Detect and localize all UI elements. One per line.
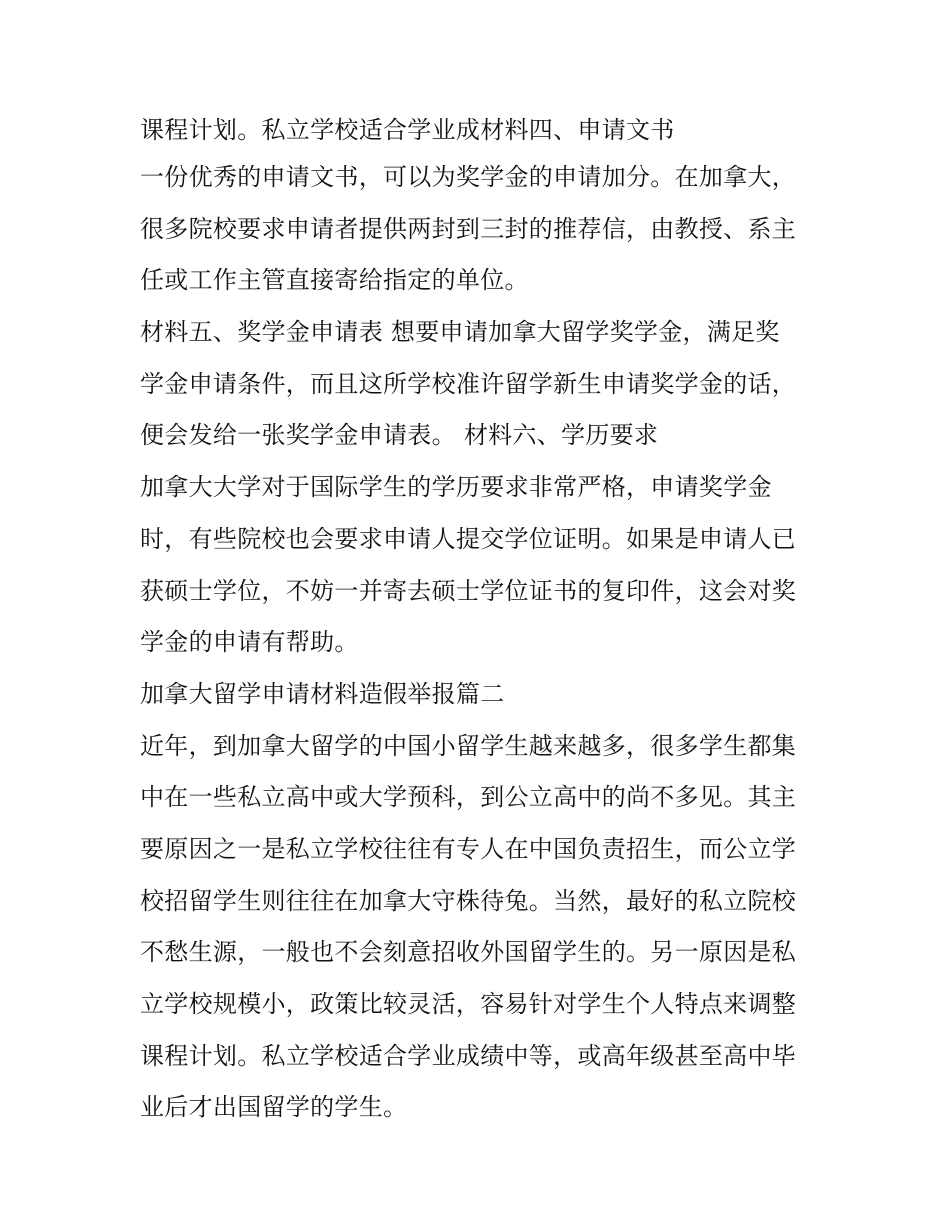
text-line: 任或工作主管直接寄给指定的单位。 [140, 266, 529, 295]
text-line: 材料五、奖学金申请表 想要申请加拿大留学奖学金，满足奖 [140, 318, 780, 347]
text-line: 业后才出国留学的学生。 [140, 1093, 408, 1122]
text-line: 时，有些院校也会要求申请人提交学位证明。如果是申请人已 [140, 524, 797, 553]
text-line: 课程计划。私立学校适合学业成材料四、申请文书 [140, 116, 675, 144]
text-line: 近年，到加拿大留学的中国小留学生越来越多，很多学生都集 [140, 731, 797, 760]
text-line: 加拿大大学对于国际学生的学历要求非常严格，申请奖学金 [140, 473, 772, 502]
text-line: 学金的申请有帮助。 [140, 628, 359, 657]
text-line: 中在一些私立高中或大学预科，到公立高中的尚不多见。其主 [140, 783, 797, 812]
text-line: 学金申请条件，而且这所学校准许留学新生申请奖学金的话， [140, 369, 797, 398]
document-body [140, 108, 830, 1134]
text-line: 获硕士学位，不妨一并寄去硕士学位证书的复印件，这会对奖 [140, 576, 797, 605]
text-line: 课程计划。私立学校适合学业成绩中等，或高年级甚至高中毕 [140, 1041, 797, 1070]
text-line: 不愁生源，一般也不会刻意招收外国留学生的。另一原因是私 [140, 938, 797, 967]
text-line: 一份优秀的申请文书，可以为奖学金的申请加分。在加拿大， [140, 163, 797, 191]
text-line: 校招留学生则往往在加拿大守株待兔。当然，最好的私立院校 [140, 886, 797, 915]
text-line: 要原因之一是私立学校往往有专人在中国负责招生，而公立学 [140, 834, 797, 863]
text-line: 立学校规模小，政策比较灵活，容易针对学生个人特点来调整 [140, 990, 797, 1018]
section-heading: 加拿大留学申请材料造假举报篇二 [140, 679, 505, 708]
text-line: 便会发给一张奖学金申请表。 材料六、学历要求 [140, 421, 659, 450]
text-line: 很多院校要求申请者提供两封到三封的推荐信，由教授、系主 [140, 214, 797, 243]
